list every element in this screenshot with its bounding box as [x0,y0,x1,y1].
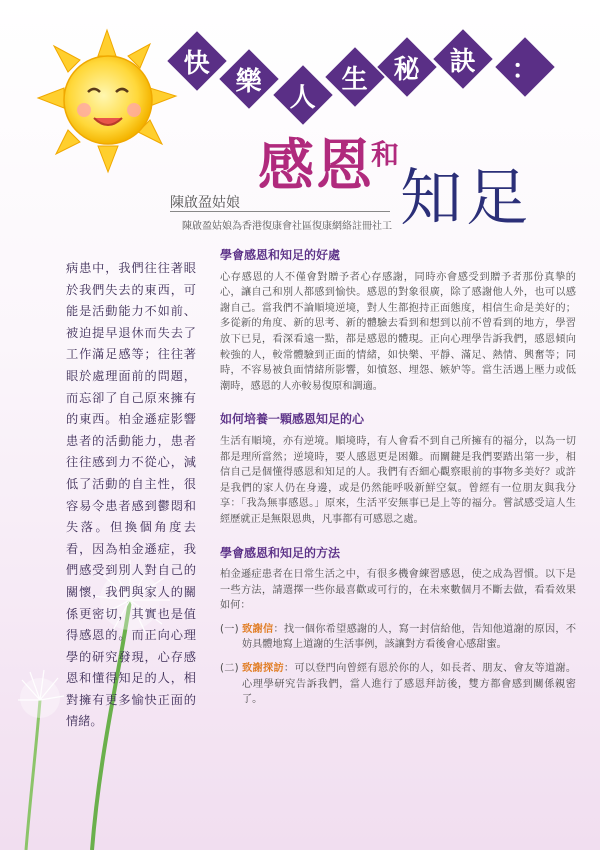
method-item [220,661,576,708]
title-gratitude: 感恩 [258,134,374,199]
title-and: 和 [371,138,400,171]
author-divider [170,211,390,212]
section-body-cultivate: 生活有順境，亦有逆境。順境時，有人會看不到自己所擁有的福分，以為一切都是理所當然；逆境時，要人感恩更是困難。而關鍵是我們要踏出第一步，相信自己是個懂得感恩和知足的人。我們有否細心觀察眼前的事物多美好？或許是我們的家人仍在身邊，或是仍然能呼吸新鮮空氣。曾經有一位朋友與我分享：「我為無事感恩。」原來，生活平安無事已是上等的福分。嘗試感受這人生經歷就正是無限恩典，凡事都有可感恩之處。 [220,435,576,525]
author-credential: 陳啟盈姑娘為香港復康會社區復康網絡註冊社工 [182,221,392,232]
series-char-3: 人 [273,65,332,124]
intro-column: 病患中，我們往往著眼於我們失去的東西，可能是活動能力不如前、被迫提早退休而失去了工作滿足感等；往往著眼於處理面前的問題，而忘卻了自己原來擁有的東西。柏金遜症影響患者的活動能力，患者往往感到力不從心，減低了活動的自主性，很容易令患者感到鬱悶和失落。但換個角度去看，因為柏金遜症，我們感受到別人對自己的關懷，我們與家人的關係更密切，其實也是值得感恩的。而正向心理學的研究發現，心存感恩和懂得知足的人，相對擁有更多愉快正面的情緒。 [66,261,196,729]
series-char-4: 生 [325,47,384,106]
section-title-benefits: 學會感恩和知足的好處 [220,248,341,262]
series-char-6: 訣 [433,29,492,88]
method-number: (二) [220,663,239,675]
series-char-2: 樂 [219,49,278,108]
section-title-methods: 學會感恩和知足的方法 [220,545,341,560]
method-label: 致謝信 [242,623,274,635]
series-char-5: 秘 [377,37,436,96]
section-title-cultivate: 如何培養一顆感恩知足的心 [220,412,365,427]
article-body [220,248,576,716]
series-char-7: ： [495,37,554,96]
method-text: ：找一個你希望感謝的人，寫一封信給他，告知他道謝的原因，不妨具體地寫上道謝的生活事例，該讓對方看後會心感甜蜜。 [242,623,577,651]
section-body-methods: 柏金遜症患者在日常生活之中，有很多機會練習感恩，使之成為習慣。以下是一些方法，請選擇一些你最喜歡或可行的，在未來數個月不斷去做，看看效果如何： [220,569,576,612]
method-number: (一) [220,623,239,635]
author-name: 陳啟盈姑娘 [170,195,240,211]
title-contentment: 知足 [400,161,533,234]
method-item [220,622,576,653]
method-label: 致謝探訪 [242,663,284,675]
series-char-1: 快 [167,31,226,90]
section-body-benefits: 心存感恩的人不僅會對贈予者心存感謝，同時亦會感受到贈予者那份真摯的心，讓自己和別人都感到愉快。感恩的對象很廣，除了感謝他人外，也可以感謝自己。當我們不論順境逆境，對人生都抱持正面態度，相信生命是美好的；多從新的角度、新的思考、新的體驗去看到和想到以前不曾看到的地方，學習放下已見，看深看遠一點，都是感恩的體現。正向心理學告訴我們，感恩傾向較強的人，較常體驗到正面的情緒，如快樂、平靜、滿足、熱情、興奮等；同時，不容易被負面情緒所影響，如憤怒、埋怨、嫉妒等。當生活遇上壓力或低潮時，感恩的人亦較易復原和調適。 [220,271,576,392]
sun-illustration [32,26,182,176]
method-text: ：可以登門向曾經有恩於你的人，如長者、朋友、會友等道謝。心理學研究告訴我們，當人進行了感恩拜訪後，雙方都會感到關係親密了。 [242,663,577,706]
